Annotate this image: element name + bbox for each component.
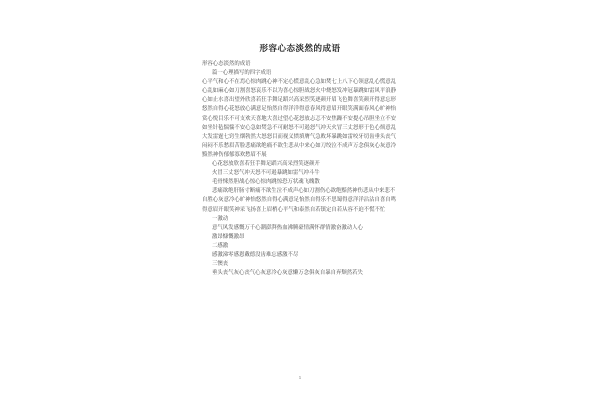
paragraph: 心花怒放欣喜若狂手舞足蹈兴高采烈笑逐颜开	[212, 161, 320, 168]
paragraph: 感激涕零感恩戴德没齿难忘感激不尽	[212, 251, 299, 258]
paragraph: 二感激	[212, 242, 229, 249]
page-title: 形容心态淡然的成语	[259, 44, 341, 54]
paragraph: 火冒三丈怒气冲天怒不可遏暴跳如雷气冲斗牛	[212, 170, 320, 177]
paragraph: 激昂慷慨激昂	[212, 233, 245, 240]
paragraph: 一激动	[212, 215, 229, 222]
page-number: 1	[298, 375, 302, 380]
paragraph: 毛骨悚然胆战心惊心惊肉跳惊恐万状魂飞魄散	[212, 179, 320, 186]
paragraph: 意气风发感慨万千心潮澎湃热血沸腾豪情满怀群情激奋激动人心	[212, 224, 363, 231]
paragraph: 三懊丧	[212, 261, 229, 268]
paragraph: 形容心态淡然的成语	[202, 61, 251, 67]
paragraph: 垂头丧气灰心丧气心灰意冷心灰意懒万念俱灰自暴自弃颓然若失	[212, 270, 363, 277]
paragraph: 悲痛欲绝肝肠寸断痛不欲生泣不成声心如刀割伤心欲绝黯然神伤悲从中来悲不自胜心灰意冷心旷神怡悠然自得心满意足怡然自得乐不思蜀得意洋洋沾沾自喜自鸣得意眉开眼笑神采飞扬喜上眉梢心平气和泰然自若镇定自若从容不迫不慌不忙	[202, 188, 397, 213]
paragraph: 心平气和心不在焉心惊肉跳心神不定心慌意乱心急如焚七上八下心领意乱心慌意乱心乱如麻心如刀割喜怒哀乐不以为喜心惊胆战怒火中烧怒发冲冠暴跳如雷风平浪静心如止水喜出望外欣喜若狂手舞足蹈兴高采烈笑逐颜开眉飞色舞喜笑颜开得意忘形悠然自得心花怒放心满意足怡然自得洋洋得意春风得意眉开眼笑满面春风心旷神怡赏心悦目乐不可支欢天喜地大喜过望心花怒放忐忑不安焦躁不安提心吊胆坐立不安如坐针毡惴惴不安心急如焚急不可耐怒不可遏怒气冲天火冒三丈怒形于色心烦意乱大发雷霆七窍生烟勃然大怒怒目而视义愤填膺气急败坏暴跳如雷咬牙切齿垂头丧气闷闷不乐愁眉苦脸悲痛欲绝痛不欲生悲从中来心如刀绞泣不成声万念俱灰心灰意冷黯然神伤郁郁寡欢愁眉不展	[202, 79, 397, 158]
paragraph: 篇一心理描写的四字成语	[212, 70, 272, 77]
document-body	[202, 60, 400, 278]
